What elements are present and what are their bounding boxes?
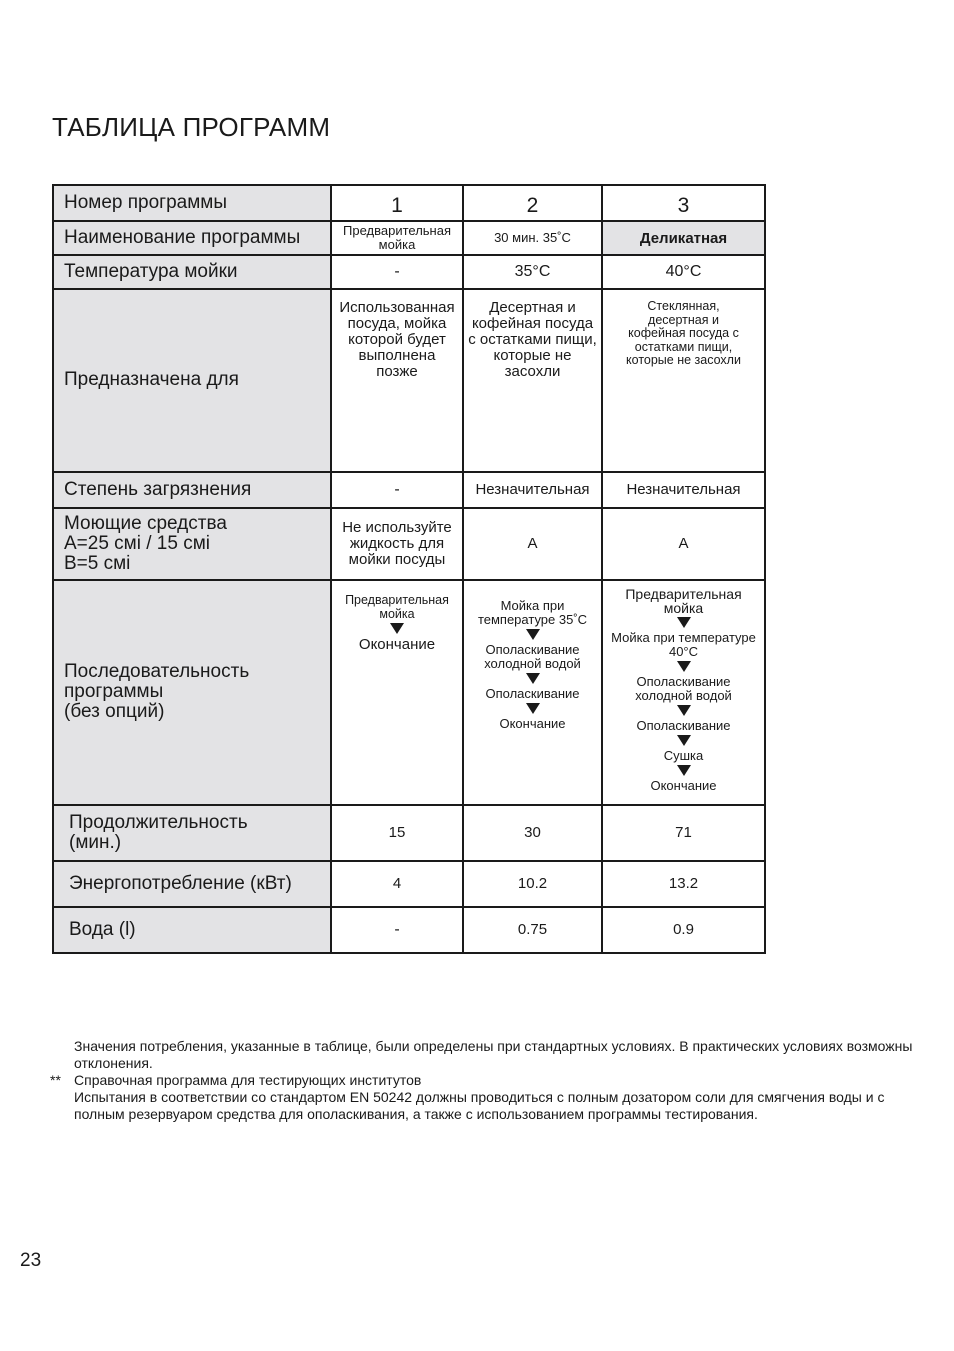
program-2-number: 2: [463, 185, 602, 221]
table-row-water: [53, 907, 765, 953]
program-3-temperature: 40°C: [602, 255, 765, 289]
label-detergent-line3: B=5 cмі: [64, 552, 131, 574]
arrow-down-icon: [677, 705, 691, 716]
table-row-sequence: [53, 580, 765, 805]
label-detergent-line2: A=25 cмі / 15 cмі: [64, 532, 210, 554]
label-energy: Энергопотребление (кВт): [53, 861, 331, 907]
footnote-reference-text: Справочная программа для тестирующих институтов: [74, 1072, 422, 1088]
program-2-temperature: 35°C: [463, 255, 602, 289]
program-1-water: -: [331, 907, 463, 953]
program-1-temperature: -: [331, 255, 463, 289]
program-3-soil: Незначительная: [602, 472, 765, 508]
program-2-name: 30 мин. 35˚C: [463, 221, 602, 255]
arrow-down-icon: [390, 623, 404, 634]
program-1-sequence: [331, 580, 463, 805]
label-duration-line1: Продолжительность: [69, 811, 248, 833]
label-duration: [53, 805, 331, 861]
program-1-energy: 4: [331, 861, 463, 907]
program-1-duration: 15: [331, 805, 463, 861]
label-program-number: Номер программы: [53, 185, 331, 221]
seq-step: Предварительная мойка: [625, 586, 742, 616]
arrow-down-icon: [677, 661, 691, 672]
program-table: [52, 184, 766, 954]
arrow-down-icon: [526, 629, 540, 640]
program-3-sequence: [602, 580, 765, 805]
seq-step: Мойка при температуре 35˚C: [477, 598, 588, 627]
label-program-name: Наименование программы: [53, 221, 331, 255]
program-2-sequence: [463, 580, 602, 805]
program-3-name: Деликатная: [602, 221, 765, 255]
seq-step: Окончание: [499, 716, 566, 731]
program-1-name: Предварительная мойка: [331, 221, 463, 255]
footnote-star: **: [50, 1072, 61, 1088]
seq-step: Мойка при температуре 40°C: [611, 630, 756, 659]
seq-step: Окончание: [650, 778, 717, 793]
footnote-reference: [50, 1072, 930, 1089]
label-sequence-line2: программы: [64, 681, 164, 703]
arrow-down-icon: [677, 735, 691, 746]
seq-step: Предварительная мойка: [345, 593, 449, 621]
seq-step: Ополаскивание холодной водой: [635, 674, 732, 703]
program-2-purpose: Десертная и кофейная посуда с остатками пищи, которые не засохли: [463, 289, 602, 471]
program-3-water: 0.9: [602, 907, 765, 953]
label-temperature: Температура мойки: [53, 255, 331, 289]
arrow-down-icon: [677, 617, 691, 628]
arrow-down-icon: [526, 673, 540, 684]
label-purpose: Предназначена для: [53, 289, 331, 471]
program-2-detergent: A: [463, 508, 602, 580]
program-2-energy: 10.2: [463, 861, 602, 907]
seq-step: Сушка: [663, 748, 704, 763]
footnote-testing: Испытания в соответствии со стандартом EN 50242 должны проводиться с полным дозатором соли для смягчения воды и с полным резервуаром средства для ополаскивания, а также с использованием программы тестирования.: [74, 1089, 885, 1122]
table-row-energy: [53, 861, 765, 907]
label-sequence-line1: Последовательность: [64, 661, 250, 683]
program-1-purpose: Использованная посуда, мойка которой будет выполнена позже: [331, 289, 463, 471]
seq-step: Окончание: [358, 636, 436, 653]
footnote-consumption: Значения потребления, указанные в таблице, были определены при стандартных условиях. В практических условиях возможны отклонения.: [74, 1038, 913, 1071]
label-soil-level: Степень загрязнения: [53, 472, 331, 508]
label-water: Вода (l): [53, 907, 331, 953]
program-3-number: 3: [602, 185, 765, 221]
program-3-duration: 71: [602, 805, 765, 861]
arrow-down-icon: [677, 765, 691, 776]
label-sequence-line3: (без опций): [64, 701, 165, 723]
label-detergent-line1: Моющие средства: [64, 512, 227, 534]
program-2-soil: Незначительная: [463, 472, 602, 508]
table-row-duration: [53, 805, 765, 861]
table-row-detergent: [53, 508, 765, 580]
label-duration-line2: (мин.): [69, 831, 122, 853]
footnotes: [50, 1038, 930, 1123]
table-row-number: [53, 185, 765, 221]
table-row-temperature: [53, 255, 765, 289]
seq-step: Ополаскивание: [485, 686, 580, 701]
program-1-number: 1: [331, 185, 463, 221]
table-row-name: [53, 221, 765, 255]
arrow-down-icon: [526, 703, 540, 714]
table-row-soil: [53, 472, 765, 508]
page-number: 23: [20, 1250, 42, 1271]
seq-step: Ополаскивание: [636, 718, 731, 733]
table-row-purpose: [53, 289, 765, 471]
page-title: ТАБЛИЦА ПРОГРАММ: [52, 112, 331, 142]
program-2-water: 0.75: [463, 907, 602, 953]
label-detergent: [53, 508, 331, 580]
label-sequence: [53, 580, 331, 805]
program-1-detergent: Не используйте жидкость для мойки посуды: [331, 508, 463, 580]
program-3-purpose: Стеклянная, десертная и кофейная посуда с остатками пищи, которые не засохли: [602, 289, 765, 471]
program-2-duration: 30: [463, 805, 602, 861]
program-1-soil: -: [331, 472, 463, 508]
program-3-detergent: A: [602, 508, 765, 580]
program-3-energy: 13.2: [602, 861, 765, 907]
seq-step: Ополаскивание холодной водой: [484, 642, 581, 671]
